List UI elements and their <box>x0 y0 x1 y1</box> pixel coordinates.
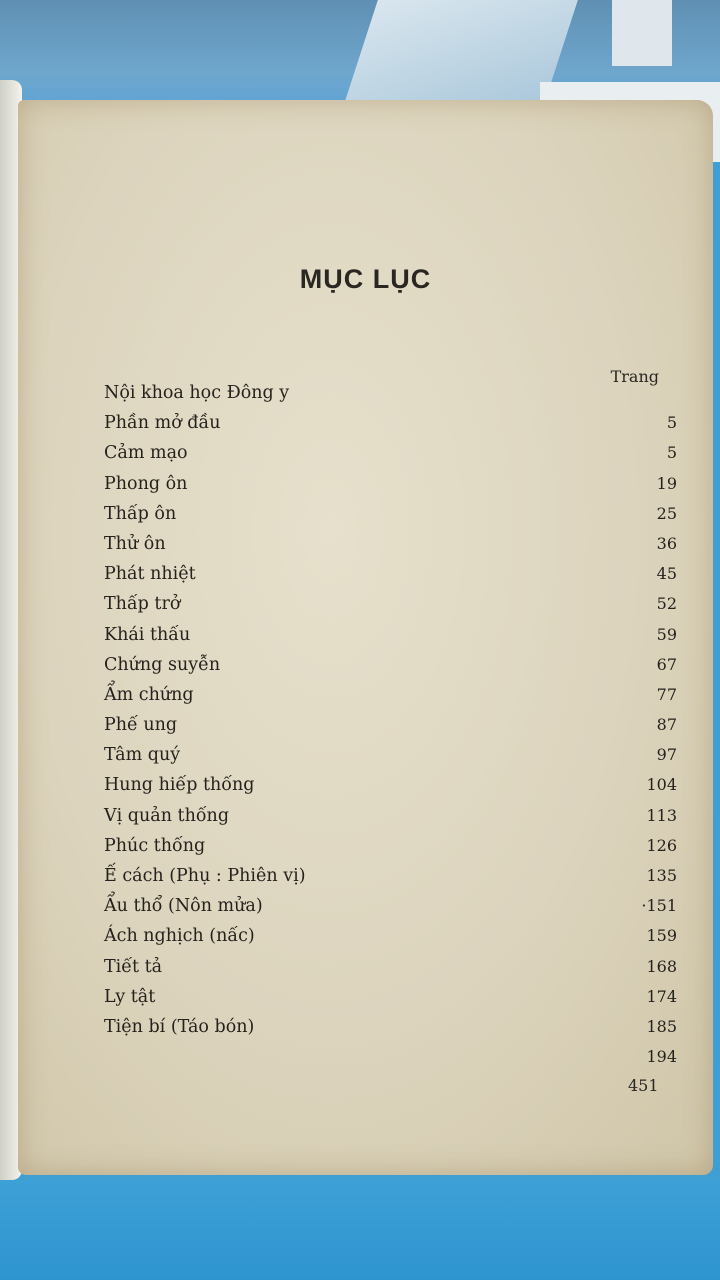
page-number: 451 <box>628 1076 659 1095</box>
toc-entry-label: Cảm mạo <box>104 443 188 464</box>
toc-entry-page: 45 <box>656 564 677 584</box>
toc-entry <box>104 529 677 559</box>
toc-entry-page: 25 <box>656 503 677 523</box>
toc-entry-page: 104 <box>646 775 677 795</box>
toc-entry-page: 174 <box>646 986 677 1006</box>
toc-entry <box>104 620 677 650</box>
toc-entry-page: 113 <box>646 805 677 825</box>
toc-entry-label: Thấp ôn <box>104 503 177 524</box>
toc-entry-page: 194 <box>646 1047 677 1067</box>
toc-entry-label: Hung hiếp thống <box>104 775 255 796</box>
toc-entry-label: Tiện bí (Táo bón) <box>104 1016 255 1037</box>
toc-entry-label: Vị quản thống <box>104 805 230 826</box>
toc-entry-label: Ách nghịch (nấc) <box>104 926 255 947</box>
toc-entry <box>104 650 677 680</box>
toc-entry-page: 135 <box>646 866 677 885</box>
toc-entry-page: 19 <box>656 473 677 493</box>
toc-entry <box>104 861 677 891</box>
toc-entry-page: 5 <box>666 413 677 433</box>
toc-entry-page: 59 <box>656 624 677 644</box>
toc-entry-label: Ẩm chứng <box>104 684 194 705</box>
toc-entry-page: 126 <box>646 835 677 855</box>
toc-entry <box>104 378 677 408</box>
toc-entry-label: Chứng suyễn <box>104 654 221 675</box>
background-object <box>612 0 672 66</box>
toc-entry-label: Tâm quý <box>104 745 181 766</box>
toc-entry-label: Khái thấu <box>104 624 191 645</box>
toc-entry-page: 77 <box>656 684 677 704</box>
toc-entry-page: ·151 <box>641 896 677 916</box>
toc-entry <box>104 680 677 710</box>
toc-entry-page: 5 <box>666 443 677 463</box>
page-title: MỤC LỤC <box>299 264 432 294</box>
toc-entry <box>104 921 677 951</box>
toc-entry-label: Phong ôn <box>104 473 188 494</box>
toc-entry-page: 168 <box>646 956 677 976</box>
toc-entry-page: 67 <box>656 654 677 674</box>
background-table <box>0 1180 720 1280</box>
toc-entry-label: Tiết tả <box>104 956 163 977</box>
toc-entry-page: 87 <box>656 715 677 735</box>
toc-entry-label: Phát nhiệt <box>104 564 196 585</box>
toc-entry-label: Ly tật <box>104 986 156 1007</box>
toc-entry-label: Nội khoa học Đông y <box>104 383 290 403</box>
toc-entry-page: 159 <box>646 926 677 946</box>
toc-entry <box>104 1012 677 1042</box>
toc-entry <box>104 710 677 740</box>
toc-entry-page: 36 <box>656 533 677 553</box>
toc-entry <box>104 801 677 831</box>
toc-entry <box>104 891 677 921</box>
toc-entry <box>104 499 677 529</box>
table-of-contents <box>104 378 677 1072</box>
toc-entry-label: Ẩu thổ (Nôn mửa) <box>104 896 263 917</box>
toc-entry <box>104 982 677 1012</box>
toc-entry <box>104 952 677 982</box>
toc-entry-label: Ế cách (Phụ : Phiên vị) <box>104 866 306 886</box>
toc-entry-page: 52 <box>656 594 677 614</box>
toc-entry-label: Phúc thống <box>104 835 206 856</box>
toc-entry <box>104 831 677 861</box>
toc-entry <box>104 1042 677 1072</box>
toc-entry <box>104 438 677 468</box>
toc-entry <box>104 589 677 619</box>
toc-entry-label: Thử ôn <box>104 533 166 554</box>
toc-entry <box>104 469 677 499</box>
page-column-header: Trang <box>610 367 659 386</box>
toc-entry-label: Thấp trở <box>104 594 181 615</box>
toc-entry <box>104 559 677 589</box>
book-page <box>18 100 713 1175</box>
toc-entry <box>104 740 677 770</box>
toc-entry-page: 97 <box>656 745 677 765</box>
toc-entry-label: Phần mở đầu <box>104 413 221 434</box>
toc-entry-label: Phế ung <box>104 715 178 736</box>
toc-entry <box>104 770 677 800</box>
toc-entry-page: 185 <box>646 1016 677 1036</box>
toc-entry <box>104 408 677 438</box>
